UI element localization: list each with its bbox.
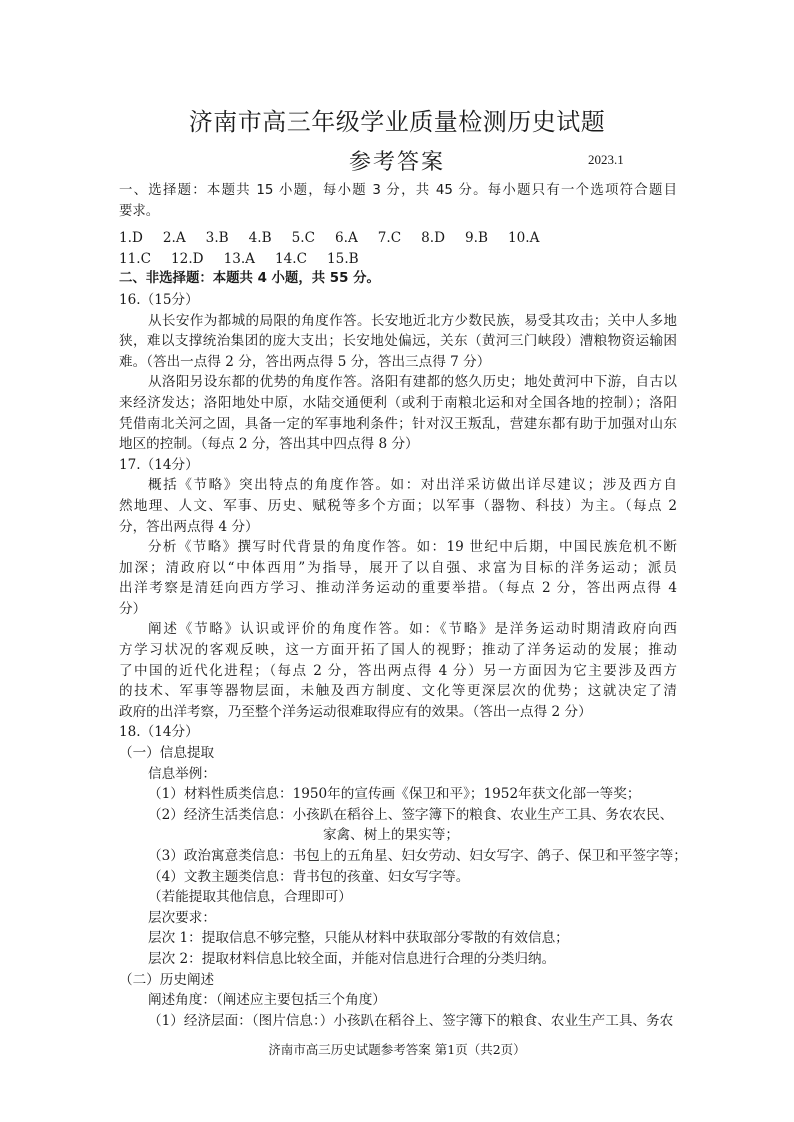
answer: 1.D (119, 230, 143, 247)
q18-label: 18.（14分） (119, 724, 199, 741)
answer: 12.D (171, 250, 204, 267)
section1-heading-cont: 要求。 (119, 203, 160, 219)
answer: 10.A (508, 230, 540, 247)
q17-p3-line: 方学习状况的客观反映，这一方面开拓了国人的视野；推动了洋务运动的发展；推动 (119, 642, 677, 659)
answer: 8.D (421, 230, 446, 247)
q16-p2-line: 从洛阳另设东都的优势的角度作答。洛阳有建都的悠久历史；地处黄河中下游，自古以 (148, 374, 677, 391)
q17-p1-line: 然地理、人文、军事、历史、赋税等多个方面；以军事（器物、科技）为主。（每点 2 (119, 497, 677, 514)
answers-row-2 (119, 249, 677, 270)
q17-p3-line: 的技术、军事等器物层面，未触及西方制度、文化等更深层次的优势；这就决定了清 (119, 683, 677, 700)
q17-p3-line: 阐述《节略》认识或评价的角度作答。如：《节略》是洋务运动时期清政府向西 (148, 621, 677, 638)
q17-p2-line: 加深；清政府以“中体西用”为指导，展开了以自强、求富为目标的洋务运动；派员 (119, 559, 677, 576)
answers-row-1 (119, 228, 677, 249)
q18-part1-heading: （一）信息提取 (119, 745, 215, 762)
q17-p1-line: 分，答出两点得 4 分） (119, 518, 259, 535)
q16-p1-line: 难。（答出一点得 2 分，答出两点得 5 分，答出三点得 7 分） (119, 353, 491, 370)
document-body (119, 181, 687, 1031)
q16-p1-line: 狭，难以支撑统治集团的庞大支出；长安地处偏远，关东（黄河三门峡段）漕粮物资运输困 (119, 333, 677, 350)
q18-level-2: 层次 2：提取材料信息比较全面，并能对信息进行合理的分类归纳。 (148, 950, 556, 967)
answer: 13.A (223, 250, 255, 267)
answer: 11.C (119, 250, 152, 267)
document-subtitle: 参考答案 (348, 150, 445, 175)
q18-item: （2）经济生活类信息：小孩趴在稻谷上、签字簿下的粮食、农业生产工具、务农农民、 (148, 806, 674, 823)
document-date: 2023.1 (588, 152, 624, 167)
q16-p2-line: 来经济发达；洛阳地处中原，水陆交通便利（或利于南粮北运和对全国各地的控制）；洛阳 (119, 394, 677, 411)
q17-p1-line: 概括《节略》突出特点的角度作答。如：对出洋采访做出详尽建议；涉及西方自 (148, 477, 677, 494)
answer: 7.C (377, 230, 402, 247)
q18-level-1: 层次 1：提取信息不够完整，只能从材料中获取部分零散的有效信息； (148, 930, 569, 947)
q17-p3-line: 了中国的近代化进程；（每点 2 分，答出两点得 4 分）另一方面因为它主要涉及西方 (119, 662, 677, 679)
section2-heading: 二、非选择题：本题共 4 小题，共 55 分。 (119, 271, 380, 287)
q18-item-cont: 家禽、树上的果实等； (323, 827, 459, 844)
q16-p1-line: 从长安作为都城的局限的角度作答。长安地近北方少数民族，易受其攻击；关中人多地 (148, 312, 677, 329)
q18-note: （若能提取其他信息，合理即可） (148, 889, 352, 906)
q17-p3-line: 政府的出洋考察，乃至整个洋务运动很难取得应有的效果。（答出一点得 2 分） (119, 703, 592, 720)
answer: 15.B (327, 250, 359, 267)
answer: 2.A (162, 230, 186, 247)
answer: 4.B (248, 230, 272, 247)
q17-p2-line: 出洋考察是清廷向西方学习、推动洋务运动的重要举措。（每点 2 分，答出两点得 4 (119, 580, 677, 597)
q17-label: 17.（14分） (119, 456, 199, 473)
q18-examples-label: 信息举例： (148, 765, 216, 782)
page-footer: 济南市高三历史试题参考答案 第1页（共2页） (268, 1042, 526, 1057)
q17-p2-line: 分） (119, 600, 147, 617)
answer: 5.C (291, 230, 315, 247)
q18-angles-label: 阐述角度：（阐述应主要包括三个角度） (148, 992, 386, 1009)
q18-levels-label: 层次要求： (148, 909, 216, 926)
answer: 6.A (334, 230, 358, 247)
answer: 9.B (465, 230, 488, 247)
answer: 14.C (275, 250, 308, 267)
q16-p2-line: 凭借南北关河之固，具备一定的军事地利条件；针对汉王叛乱，营建东都有助于加强对山东 (119, 415, 677, 432)
q18-angle-1: （1）经济层面：（图片信息：）小孩趴在稻谷上、签字簿下的粮食、农业生产工具、务农 (148, 1012, 674, 1029)
answer: 3.B (205, 230, 229, 247)
q17-p2-line: 分析《节略》撰写时代背景的角度作答。如：19 世纪中后期，中国民族危机不断 (148, 539, 677, 556)
q18-item: （4）文教主题类信息：背书包的孩童、妇女写字等。 (148, 868, 470, 885)
q18-item: （1）材料性质类信息：1950年的宣传画《保卫和平》；1952年获文化部一等奖； (148, 786, 641, 803)
q18-item: （3）政治寓意类信息：书包上的五角星、妇女劳动、妇女写字、鸽子、保卫和平签字等； (148, 848, 687, 864)
document-title: 济南市高三年级学业质量检测历史试题 (188, 108, 606, 136)
q16-label: 16.（15分） (119, 291, 199, 308)
q18-part2-heading: （二）历史阐述 (119, 971, 215, 988)
section1-heading: 一、选择题：本题共 15 小题，每小题 3 分，共 45 分。每小题只有一个选项符合题目 (119, 183, 677, 198)
q16-p2-line: 地区的控制。（每点 2 分，答出其中四点得 8 分） (119, 436, 419, 453)
